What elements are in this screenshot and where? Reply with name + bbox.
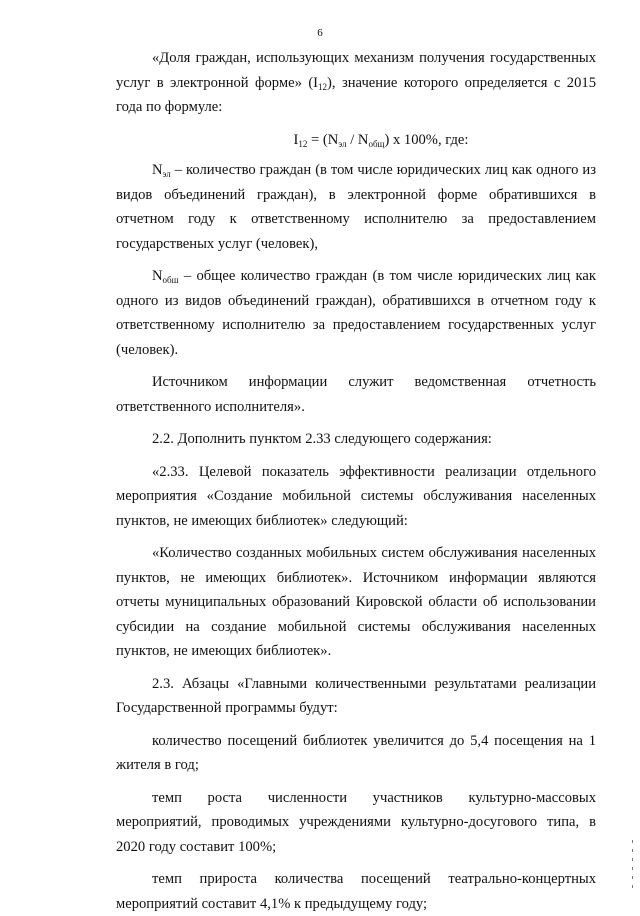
paragraph-source: Источником информации служит ведомственная отчетность ответственного исполнителя». xyxy=(116,374,596,415)
page-number: 6 xyxy=(317,27,323,39)
formula-tail: ) х 100%, где: xyxy=(384,131,469,148)
formula xyxy=(116,128,596,153)
paragraph-indicator-definition xyxy=(116,46,596,120)
formula-subscript-2: общ xyxy=(368,138,385,149)
paragraph-text: – количество граждан (в том числе юридических лиц как одного из видов объединений граждан), в электронной форме обратившихся в отчетном году к ответственному исполнителю за предоставлением государственых услуг (человек), xyxy=(116,162,596,252)
formula-lhs: I xyxy=(293,131,299,148)
scan-margin-marks xyxy=(632,840,634,900)
formula-mid: / N xyxy=(346,131,369,148)
formula-subscript-1: эл xyxy=(338,138,347,149)
paragraph-2-2: 2.2. Дополнить пунктом 2.33 следующего содержания: xyxy=(152,431,492,447)
paragraph-mobile-systems: «Количество созданных мобильных систем обслуживания населенных пунктов, не имеющих библиотек». Источником информации являются отчеты муниципальных образований Кировской области об использовании субсидии на создание мобильной системы обслуживания населенных пунктов, не имеющих библиотек». xyxy=(116,545,596,659)
formula-lhs-subscript: 12 xyxy=(298,138,308,149)
paragraph-library-visits: количество посещений библиотек увеличится до 5,4 посещения на 1 жителя в год; xyxy=(116,732,596,773)
paragraph-text: «Доля граждан, использующих механизм получения государственных услуг в электронной форме» (I xyxy=(116,50,596,91)
paragraph-n-el xyxy=(116,158,596,256)
variable: N xyxy=(152,268,163,284)
paragraph-n-obsh xyxy=(116,264,596,362)
formula-eq: = (N xyxy=(307,131,339,148)
variable-subscript: обш xyxy=(162,275,179,285)
paragraph-2-33: «2.33. Целевой показатель эффективности реализации отдельного мероприятия «Создание мобильной системы обслуживания населенных пунктов, не имеющих библиотек» следующий: xyxy=(116,463,596,529)
paragraph-participants-growth: темп роста численности участников культурно-массовых мероприятий, проводимых учреждениями культурно-досугового типа, в 2020 году составит 100%; xyxy=(116,789,596,855)
subscript: 12 xyxy=(318,81,328,92)
paragraph-text: ), значение которого определяется с 2015 года по формуле: xyxy=(116,74,596,115)
paragraph-theatre-visits: темп прироста количества посещений театрально-концертных мероприятий составит 4,1% к предыдущему году; xyxy=(116,871,596,912)
variable: N xyxy=(152,162,163,178)
paragraph-2-3: 2.3. Абзацы «Главными количественными результатами реализации Государственной программы будут: xyxy=(116,675,596,716)
document-body xyxy=(116,46,596,916)
paragraph-text: – общее количество граждан (в том числе юридических лиц как одного из видов объединений граждан), обратившихся в отчетном году к ответственному исполнителю за предоставлением государственных услуг (человек). xyxy=(116,268,596,358)
variable-subscript: эл xyxy=(162,169,171,179)
